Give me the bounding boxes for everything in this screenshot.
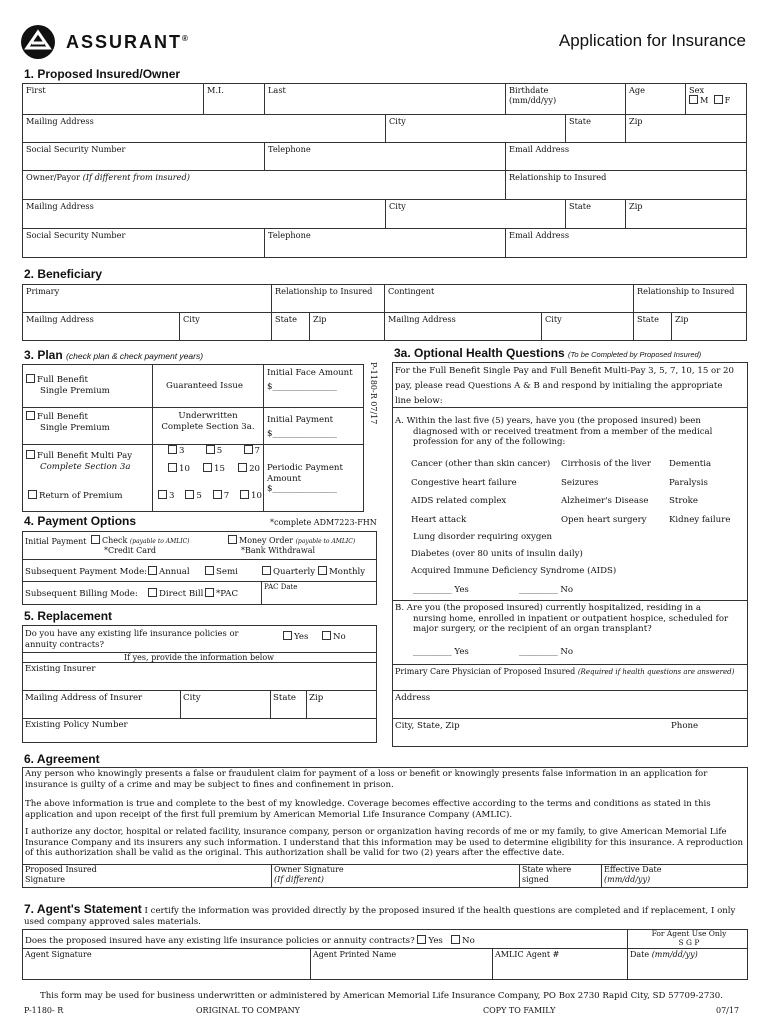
state-signed-field[interactable]: State where signed <box>522 865 572 884</box>
insurer-zip-field[interactable]: Zip <box>309 693 324 703</box>
contingent-mailing-field[interactable]: Mailing Address <box>384 312 542 341</box>
primary-state-field[interactable]: State <box>271 312 310 341</box>
vertical-form-id: P-1180-R 07/17 <box>369 362 378 425</box>
age-field[interactable]: Age <box>625 83 686 115</box>
agreement-p3: I authorize any doctor, hospital or related facility, insurance company, person or organization having records of me or my family, to give American Memorial Life Insurance Company and its insurers any such information. I understand that this information may be used to determine eligibility for this insurance. A reproduction of this authorization shall be valid as the original. This authorization shall be valid for two (2) years after the effective date. <box>25 827 743 859</box>
conditions-list: Cancer (other than skin cancer) Cirrhosis of the liver Dementia Congestive heart failure Seizures Paralysis AIDS related complex Alzheimer's Disease Stroke Heart attack Open heart surgery Kidney failure <box>411 459 731 526</box>
pac-date-field[interactable]: PAC Date <box>264 583 298 591</box>
owner-relationship-field[interactable]: Relationship to Insured <box>505 170 747 200</box>
primary-relationship-field[interactable]: Relationship to Insured <box>271 284 385 313</box>
amlic-agent-field[interactable]: AMLIC Agent # <box>495 950 560 959</box>
condition-aids: Acquired Immune Deficiency Syndrome (AIDS) <box>411 566 617 576</box>
plan-fb-single-underwritten[interactable]: Full Benefit Single Premium <box>26 411 110 433</box>
telephone-field[interactable]: Telephone <box>264 142 506 171</box>
agent-statement: 7. Agent's Statement I certify the information was provided directly by the proposed insured if the health questions are completed and if replacement, I only used company approved sales materials. <box>24 902 736 927</box>
insurer-mailing-field[interactable]: Mailing Address of Insurer <box>25 693 143 703</box>
owner-zip-field[interactable]: Zip <box>625 199 747 229</box>
last-name-field[interactable]: Last <box>264 83 506 115</box>
email-field[interactable]: Email Address <box>505 142 747 171</box>
direct-bill-option[interactable]: Direct Bill <box>148 588 203 600</box>
form-title: Application for Insurance <box>558 31 746 50</box>
insured-signature-field[interactable]: Proposed Insured Signature <box>25 865 97 884</box>
agent-date-field[interactable]: Date (mm/dd/yy) <box>630 950 698 959</box>
pcp-field[interactable]: Primary Care Physician of Proposed Insured (Required if health questions are answered) <box>395 667 735 676</box>
semi-option[interactable]: Semi <box>205 566 238 578</box>
zip-field[interactable]: Zip <box>625 114 747 143</box>
question-b-no-line[interactable]: _________ No <box>519 647 574 657</box>
footer-line: This form may be used for business underwritten or administered by American Memorial Life Insurance Company, PO Box 2730 Rapid City, SD 57709-2730. <box>40 991 723 1001</box>
condition-diabetes: Diabetes (over 80 units of insulin daily) <box>411 549 583 559</box>
initial-face-amount: Initial Face Amount $_______________ <box>267 368 353 392</box>
quarterly-option[interactable]: Quarterly <box>262 566 315 578</box>
contingent-state-field[interactable]: State <box>633 312 672 341</box>
footer-copy: COPY TO FAMILY <box>483 1006 556 1015</box>
owner-city-field[interactable]: City <box>385 199 566 229</box>
agent-no-checkbox[interactable] <box>451 935 460 944</box>
agreement-p1: Any person who knowingly presents a false or fraudulent claim for payment of a loss or benefit or knowingly presents false information in an application for insurance is guilty of a crime and may be subject to fines and confinement in prison. <box>25 769 708 790</box>
section-1-title: 1. Proposed Insured/Owner <box>24 67 181 81</box>
sex-m-checkbox[interactable] <box>689 95 698 104</box>
provide-info-label: If yes, provide the information below <box>124 653 275 662</box>
return-premium-years[interactable]: 3 5 7 10 <box>158 490 262 502</box>
effective-date-field[interactable]: Effective Date (mm/dd/yy) <box>604 865 662 884</box>
section-2-title: 2. Beneficiary <box>24 267 103 281</box>
ssn-field[interactable]: Social Security Number <box>22 142 265 171</box>
replacement-no[interactable]: No <box>322 631 346 643</box>
condition-lung: Lung disorder requiring oxygen <box>413 532 552 542</box>
pcp-address-field[interactable]: Address <box>395 693 431 703</box>
pac-option[interactable]: *PAC <box>205 588 238 600</box>
annual-option[interactable]: Annual <box>148 566 190 578</box>
pcp-city-state-zip-field[interactable]: City, State, Zip <box>395 721 460 731</box>
existing-insurer-field[interactable]: Existing Insurer <box>25 664 96 674</box>
agent-use-only: For Agent Use Only S G P <box>651 929 727 948</box>
mailing-address-field[interactable]: Mailing Address <box>22 114 386 143</box>
owner-telephone-field[interactable]: Telephone <box>264 228 506 258</box>
question-a-yes-line[interactable]: _________ Yes <box>413 585 469 595</box>
primary-city-field[interactable]: City <box>179 312 272 341</box>
insurer-state-field[interactable]: State <box>273 693 297 703</box>
pcp-phone-field[interactable]: Phone <box>671 721 699 731</box>
monthly-option[interactable]: Monthly <box>318 566 365 578</box>
section-5-title: 5. Replacement <box>24 609 113 623</box>
owner-state-field[interactable]: State <box>565 199 626 229</box>
footer-original: ORIGINAL TO COMPANY <box>196 1006 300 1015</box>
contingent-relationship-field[interactable]: Relationship to Insured <box>633 284 747 313</box>
primary-beneficiary-field[interactable]: Primary <box>22 284 272 313</box>
underwritten-label: Underwritten Complete Section 3a. <box>161 411 255 432</box>
periodic-payment: Periodic Payment Amount $_______________ <box>267 463 343 495</box>
multi-pay-years-b[interactable]: 10 15 20 <box>168 463 260 475</box>
initial-payment-label: Initial Payment <box>25 537 87 546</box>
owner-signature-field[interactable]: Owner Signature (If different) <box>274 865 344 884</box>
owner-email-field[interactable]: Email Address <box>505 228 747 258</box>
primary-mailing-field[interactable]: Mailing Address <box>22 312 180 341</box>
question-a-no-line[interactable]: _________ No <box>519 585 574 595</box>
sex-field[interactable]: Sex M F <box>685 83 747 115</box>
owner-payor-field[interactable]: Owner/Payor (If different from insured) <box>22 170 506 200</box>
agent-question: Does the proposed insured have any existing life insurance policies or annuity contracts? Yes No <box>25 936 475 946</box>
mi-field[interactable]: M.I. <box>203 83 265 115</box>
owner-ssn-field[interactable]: Social Security Number <box>22 228 265 258</box>
owner-mailing-field[interactable]: Mailing Address <box>22 199 386 229</box>
section-3a-title: 3a. Optional Health Questions (To be Completed by Proposed Insured) <box>394 346 702 360</box>
question-b-yes-line[interactable]: _________ Yes <box>413 647 469 657</box>
replacement-question: Do you have any existing life insurance policies or annuity contracts? <box>25 628 239 649</box>
footer-date: 07/17 <box>716 1006 740 1015</box>
agreement-p2: The above information is true and complete to the best of my knowledge. Coverage becomes effective according to the terms and conditions as stated in this application and upon receipt of the first full premium by American Memorial Life Insurance Company (AMLIC). <box>25 799 711 820</box>
initial-payment: Initial Payment $_______________ <box>267 415 337 439</box>
plan-fb-multi-pay[interactable]: Full Benefit Multi Pay Complete Section 3a <box>26 450 132 472</box>
brand-name: ASSURANT® <box>66 32 190 52</box>
billing-mode-label: Subsequent Billing Mode: <box>25 589 138 599</box>
check-option[interactable]: Check (payable to AMLIC) *Credit Card <box>91 535 190 556</box>
city-field[interactable]: City <box>385 114 566 143</box>
question-a: A. Within the last five (5) years, have you (the proposed insured) been diagnosed with or received treatment from a member of the medical profession for any of the following: <box>395 416 713 448</box>
agent-yes-checkbox[interactable] <box>417 935 426 944</box>
health-intro: For the Full Benefit Single Pay and Full Benefit Multi-Pay 3, 5, 7, 10, 15 or 20 pay, please read Questions A & B and respond by initialing the appropriate line below: <box>395 366 734 407</box>
section-6-title: 6. Agreement <box>24 752 100 766</box>
plan-return-premium[interactable]: Return of Premium <box>28 490 123 502</box>
primary-zip-field[interactable]: Zip <box>309 312 385 341</box>
sex-f-checkbox[interactable] <box>714 95 723 104</box>
subsequent-mode-label: Subsequent Payment Mode: <box>25 567 148 577</box>
adm-note: *complete ADM7223-FHN <box>270 518 377 527</box>
first-name-field[interactable]: First <box>22 83 204 115</box>
replacement-yes[interactable]: Yes <box>283 631 308 643</box>
contingent-city-field[interactable]: City <box>541 312 634 341</box>
existing-policy-field[interactable]: Existing Policy Number <box>25 720 128 730</box>
section-4-title: 4. Payment Options <box>24 514 137 528</box>
footer-form-id: P-1180- R <box>24 1006 64 1015</box>
state-field[interactable]: State <box>565 114 626 143</box>
contingent-zip-field[interactable]: Zip <box>671 312 747 341</box>
plan-fb-single-guaranteed[interactable]: Full Benefit Single Premium <box>26 374 110 396</box>
agent-printed-name-field[interactable]: Agent Printed Name <box>313 950 397 959</box>
section-3-title: 3. Plan (check plan & check payment years) <box>24 348 204 362</box>
assurant-logo-icon <box>20 24 56 60</box>
contingent-beneficiary-field[interactable]: Contingent <box>384 284 634 313</box>
money-order-option[interactable]: Money Order (payable to AMLIC) *Bank Withdrawal <box>228 535 355 556</box>
multi-pay-years-a[interactable]: 3 5 7 <box>168 445 260 457</box>
agent-signature-field[interactable]: Agent Signature <box>25 950 92 959</box>
question-b: B. Are you (the proposed insured) currently hospitalized, residing in a nursing home, enrolled in inpatient or outpatient hospice, scheduled for major surgery, or the recipient of an organ transplant? <box>395 603 729 635</box>
insurer-city-field[interactable]: City <box>183 693 201 703</box>
guaranteed-issue-label: Guaranteed Issue <box>166 381 243 391</box>
birthdate-field[interactable]: Birthdate (mm/dd/yy) <box>505 83 626 115</box>
